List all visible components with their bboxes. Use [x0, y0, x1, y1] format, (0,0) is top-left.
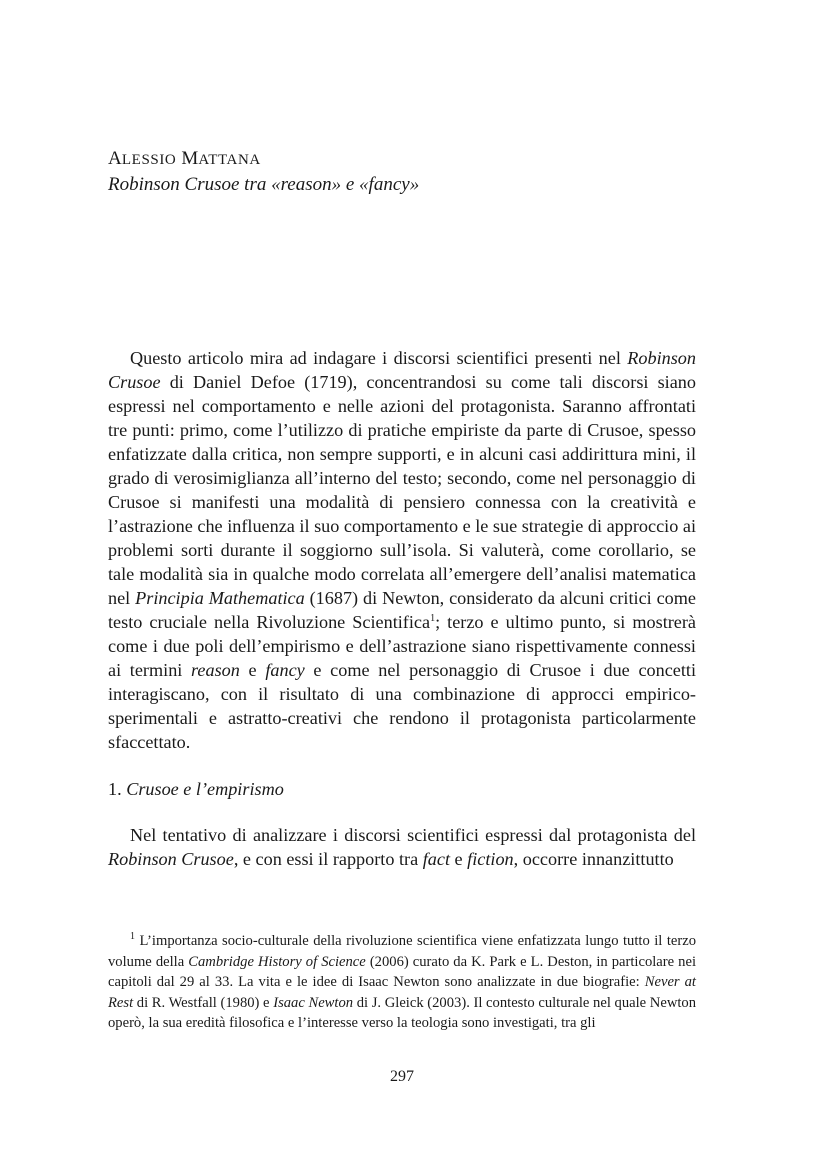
page-number: 297 — [390, 1068, 414, 1085]
abstract-paragraph: Questo articolo mira ad indagare i discorsi scientifici presenti nel Robinson Crusoe di Daniel Defoe (1719), concentrandosi su come tali discorsi siano espressi nel comportamento e nelle azioni del protagonista. Saranno affrontati tre punti: primo, come l’utilizzo di pratiche empiriste da parte di Crusoe, spesso enfatizzate dalla critica, non sempre supporti, e in alcuni casi addirittura mini, il grado di verosimiglianza all’interno del testo; secondo, come nel personaggio di Crusoe si manifesti una modalità di pensiero connessa con la creatività e l’astrazione che influenza il suo comportamento e le sue strategie di approccio ai problemi sorti durante il soggiorno sull’isola. Si valuterà, come corollario, se tale modalità sia in qualche modo correlata all’emergere dell’analisi matematica nel Principia Mathematica (1687) di Newton, considerato da alcuni critici come testo cruciale nella Rivoluzione Scientifica$^1$; terzo e ultimo punto, si mostrerà come i due poli dell’empirismo e dell’astrazione siano rispettivamente connessi ai termini reason e fancy e come nel personaggio di Crusoe i due concetti interagiscano, con il risultato di una combinazione di approcci empirico-sperimentali e astratto-creativi che rendono il protagonista particolarmente sfaccettato. — [108, 348, 697, 752]
section-heading — [108, 777, 284, 801]
footnote-reference[interactable]: 1 — [430, 612, 436, 624]
footnote: $^1$ L’importanza socio-culturale della rivoluzione scientifica viene enfatizzata lungo tutto il terzo volume della Cambridge History of Science (2006) curato da K. Park e L. Deston, in particolare nei capitoli dal 29 al 33. La vita e le idee di Isaac Newton sono analizzate in due biografie: Never at Rest di R. Westfall (1980) e Isaac Newton di J. Gleick (2003). Il contesto culturale nel quale Newton operò, la sua eredità filosofica e l’interesse verso la teologia sono investigati, tra gli — [108, 931, 697, 1031]
section-title: Crusoe e l’empirismo — [126, 779, 284, 799]
footnote-mark: 1 — [130, 931, 135, 943]
article-title: Robinson Crusoe tra «reason» e «fancy» — [108, 174, 420, 195]
author-name: ALESSIO MATTANA — [108, 148, 261, 169]
document-page — [108, 0, 696, 1167]
section-number: 1. — [108, 779, 122, 799]
body-paragraph: Nel tentativo di analizzare i discorsi scientifici espressi dal protagonista del Robinson Crusoe, e con essi il rapporto tra fact e fiction, occorre innanzittutto — [108, 825, 696, 869]
